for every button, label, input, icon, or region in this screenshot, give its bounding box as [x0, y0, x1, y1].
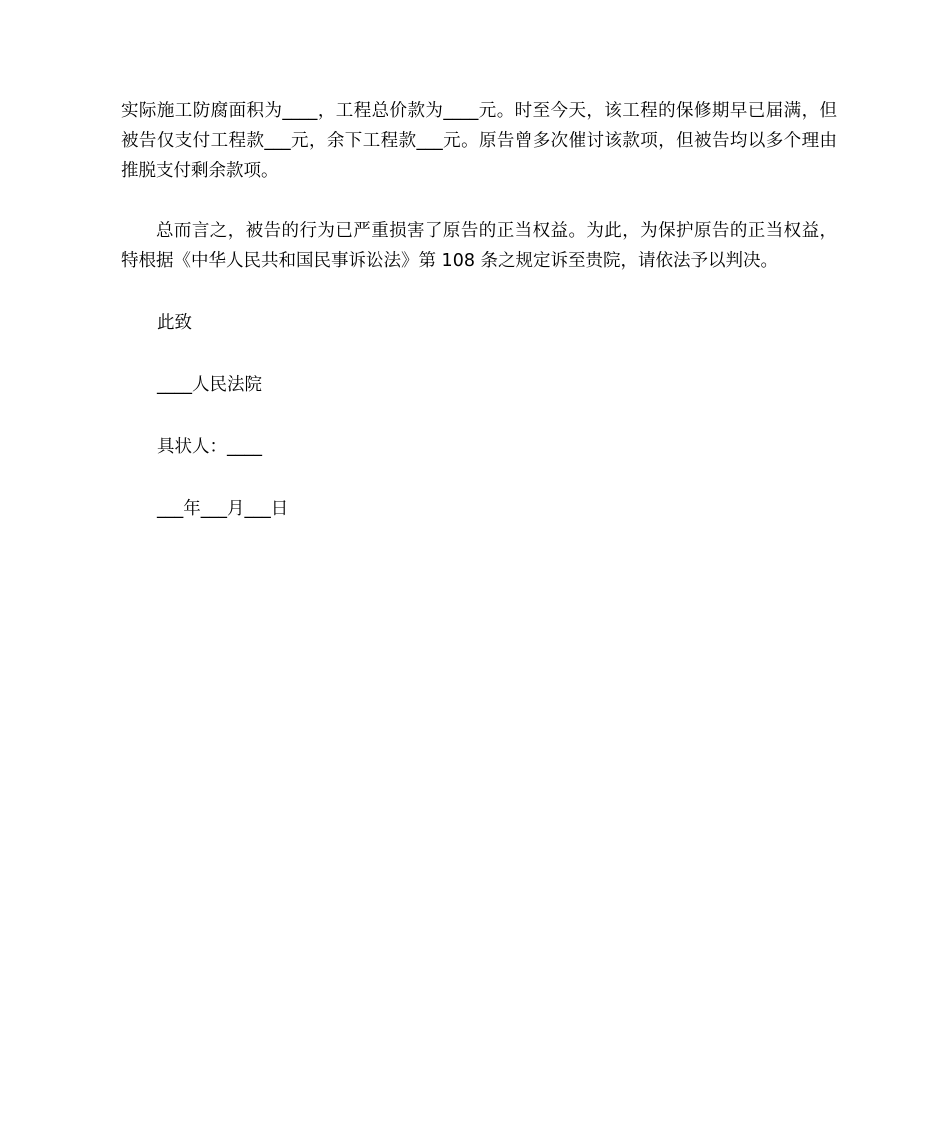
spacer: [121, 276, 837, 308]
closing-salutation: 此致: [157, 313, 192, 333]
document-date: ___年___月___日: [157, 499, 289, 519]
spacer: [121, 338, 837, 370]
plaintiff-signature: 具状人：____: [157, 437, 262, 457]
court-name: ____人民法院: [157, 375, 262, 395]
paragraph-facts: 实际施工防腐面积为____，工程总价款为____元。时至今天，该工程的保修期早已届满，但被告仅支付工程款___元，余下工程款___元。原告曾多次催讨该款项，但被告均以多个理由推脱支付剩余款项。: [121, 101, 837, 181]
paragraph-conclusion: 总而言之，被告的行为已严重损害了原告的正当权益。为此，为保护原告的正当权益，特根据《中华人民共和国民事诉讼法》第 108 条之规定诉至贵院，请依法予以判决。: [121, 221, 837, 271]
spacer: [121, 462, 837, 494]
spacer: [121, 400, 837, 432]
document-body: [121, 96, 837, 524]
